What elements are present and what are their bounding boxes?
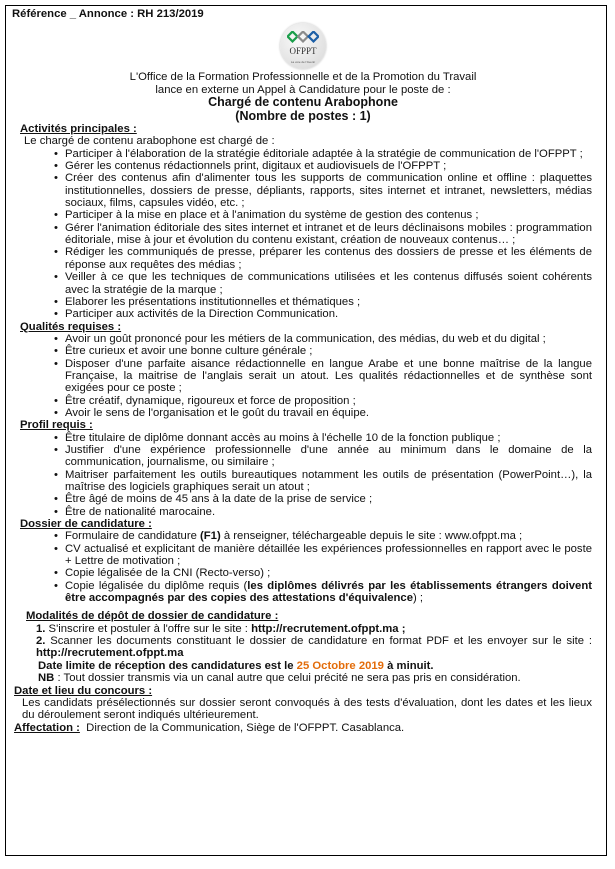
form-code: (F1) (200, 530, 221, 543)
text: Copie légalisée du diplôme requis ( (65, 579, 248, 592)
list-item: • Gérer l'animation éditoriale des sites internet et intranet et de leurs déclinaisons mobiles : programmation éditoriale, mise à jour et évolution du contenu existant, création de nouveaux contenus… ; (65, 222, 592, 247)
list-item: • Maitriser parfaitement les outils bureautiques notamment les outils de présentation (PowerPoint…), la maîtrise des logiciels graphiques serait un atout ; (65, 469, 592, 494)
list-item: • Être de nationalité marocaine. (65, 506, 592, 518)
nb-label: NB (38, 672, 55, 685)
list-item: • Être âgé de moins de 45 ans à la date de la prise de service ; (65, 493, 592, 505)
text: ) ; (413, 592, 424, 605)
list-item: • Participer aux activités de la Direction Communication. (65, 308, 592, 320)
list-item (65, 580, 592, 605)
text: à minuit. (383, 659, 434, 672)
section-heading-profil: Profil requis : (20, 419, 93, 432)
affectation-label: Affectation : (14, 721, 80, 734)
step-item (36, 623, 592, 635)
list-item: • Avoir un goût prononcé pour les métiers de la communication, des médias, du web et du digital ; (65, 333, 592, 345)
text: : Tout dossier transmis via un canal autre que celui précité ne sera pas pris en considération. (54, 672, 521, 685)
logo-diamonds-icon (287, 31, 319, 43)
text: à renseigner, téléchargeable depuis le site : www.ofppt.ma ; (220, 530, 523, 543)
list-item: • Elaborer les présentations institutionnelles et thématiques ; (65, 296, 592, 308)
recruitment-link[interactable]: http://recrutement.ofppt.ma ; (251, 622, 406, 635)
section-heading-modalites: Modalités de dépôt de dossier de candidature : (26, 610, 279, 623)
list-item: • Participer à l'élaboration de la stratégie éditoriale adaptée à la stratégie de communication de l'OFPPT ; (65, 148, 592, 160)
list-item: • Être créatif, dynamique, rigoureux et force de proposition ; (65, 395, 592, 407)
deadline-date: 25 Octobre 2019 (296, 659, 384, 672)
section-heading-activites: Activités principales : (20, 123, 137, 136)
section-heading-concours: Date et lieu du concours : (14, 684, 153, 697)
intro-line: lance en externe un Appel à Candidature pour le poste de : (155, 83, 451, 96)
job-announcement-document (5, 5, 607, 856)
qualites-list (14, 333, 592, 419)
list-item (65, 530, 592, 542)
list-item: • Disposer d'une parfaite aisance rédactionnelle en langue Arabe et une bonne maîtrise de la langue Française, la maitrise de l'anglais serait un atout. Les qualités rédactionnelles et de synthèse sont exigées pour ce poste ; (65, 358, 592, 395)
logo-slogan: La voie de l'Avenir (290, 60, 316, 65)
section-heading-dossier: Dossier de candidature : (20, 518, 152, 531)
list-item: • Être titulaire de diplôme donnant accès au moins à l'échelle 10 de la fonction publique ; (65, 432, 592, 444)
affectation-text: Direction de la Communication, Siège de l'OFPPT. Casablanca. (79, 721, 405, 734)
section-heading-qualites: Qualités requises : (20, 320, 122, 333)
text: Date limite de réception des candidatures est le (38, 659, 297, 672)
reference: Référence _ Annonce : RH 213/2019 (12, 8, 204, 20)
activites-intro: Le chargé de contenu arabophone est chargé de : (24, 135, 275, 148)
list-item: • Participer à la mise en place et à l'animation du système de gestion des contenus ; (65, 209, 592, 221)
list-item: • Créer des contenus afin d'alimenter tous les supports de communication online et offline : plaquettes institutionnelles, dossiers de presse, dépliants, rapports, sites internet et intranet, newsletters, médias sociaux, films, capsules vidéo, etc. ; (65, 172, 592, 209)
deadline (38, 660, 592, 672)
activites-list (14, 148, 592, 321)
list-item: • CV actualisé et explicitant de manière détaillée les expériences professionnelles en rapport avec le poste + Lettre de motivation ; (65, 543, 592, 568)
job-title: Chargé de contenu Arabophone (208, 95, 398, 110)
step-number: 2. (36, 635, 46, 648)
intro-line: L'Office de la Formation Professionnelle et de la Promotion du Travail (129, 71, 477, 84)
list-item: • Veiller à ce que les techniques de communications utilisées et les contenus diffusés soient cohérents avec la stratégie de la marque ; (65, 271, 592, 296)
step-number: 1. (36, 622, 46, 635)
list-item: • Gérer les contenus rédactionnels print, digitaux et audiovisuels de l'OFPPT ; (65, 160, 592, 172)
list-item: • Être curieux et avoir une bonne culture générale ; (65, 345, 592, 357)
modalites-steps (14, 623, 592, 660)
ofppt-logo (280, 23, 326, 69)
list-item: • Justifier d'une expérience professionnelle d'une année au minimum dans le domaine de la communication, journalisme, ou similaire ; (65, 444, 592, 469)
list-item: • Avoir le sens de l'organisation et le goût du travail en équipe. (65, 407, 592, 419)
logo-text: OFPPT (289, 46, 317, 57)
bold-note: les diplômes délivrés par les établissements étrangers doivent être accompagnés par des copies des attestations d'équivalence (65, 579, 592, 605)
list-item: • Rédiger les communiqués de presse, préparer les contenus des dossiers de presse et les éléments de réponse aux requêtes des médias ; (65, 246, 592, 271)
step-item (36, 635, 592, 660)
positions-count: (Nombre de postes : 1) (235, 108, 371, 123)
text: Scanner les documents constituant le dossier de candidature en format PDF et les envoyer sur le site : (45, 635, 592, 648)
profil-list (14, 432, 592, 518)
text: Formulaire de candidature (65, 530, 201, 543)
nb-note (38, 672, 592, 684)
list-item: • Copie légalisée de la CNI (Recto-verso) ; (65, 567, 592, 579)
text: S'inscrire et postuler à l'offre sur le site : (45, 622, 252, 635)
concours-text: Les candidats présélectionnés sur dossier seront convoqués à des tests d'évaluation, dont les dates et les lieux du déroulement seront indiqués ultérieurement. (22, 696, 592, 722)
dossier-list (14, 530, 592, 604)
recruitment-link[interactable]: http://recrutement.ofppt.ma (36, 647, 184, 660)
affectation (14, 722, 592, 734)
